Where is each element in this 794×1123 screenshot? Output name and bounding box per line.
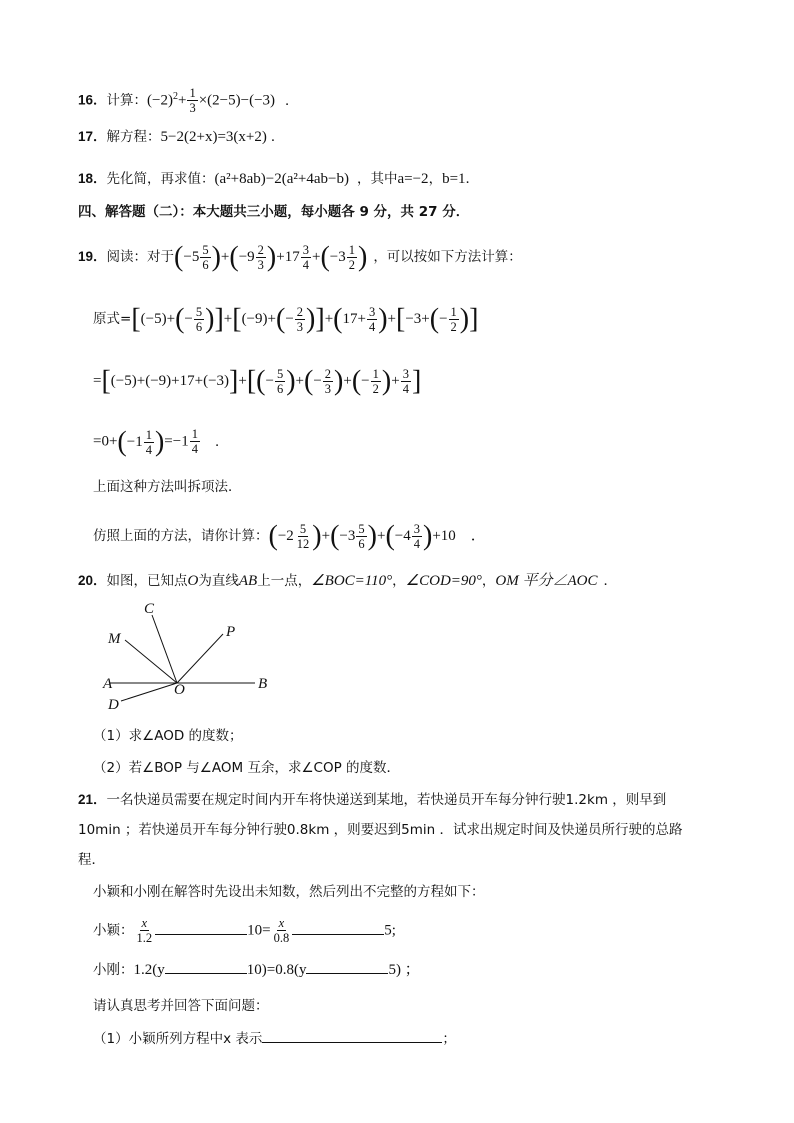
q19-regroup-expr: =[(−5)+(−9)+17+(−3)]+[(− $\frac{5}{6}$ )+(− $\frac{2}{3}$ )+(− $\frac{1}{2}$ )+ $\frac{3}{4}$ ] <box>93 365 422 397</box>
q20-number: 20． <box>78 573 107 588</box>
q19-result-line: =0+(−1 $\frac{1}{4}$ )=−1 $\frac{1}{4}$ ． <box>93 426 229 458</box>
q19-method-text: 上面这种方法叫拆项法． <box>93 479 242 495</box>
ray-od <box>121 683 177 701</box>
q20-angle2: ∠COD=90° <box>405 573 482 589</box>
q16-label: 计算： <box>106 92 148 109</box>
q19-result-mid: (−1 $\frac{1}{4}$ ) <box>117 426 165 458</box>
q19-result-b: =−1 <box>164 433 189 450</box>
q20-text-d: OM 平分∠AOC <box>495 573 598 589</box>
q16-number: 16． <box>78 92 107 108</box>
q20-line-ab: AB <box>238 573 258 589</box>
q16-end: ． <box>285 92 299 109</box>
q19-intro-expr: (−5 $\frac{5}{6}$ )+(−9 $\frac{2}{3}$ )+17 $\frac{3}{4}$ +(−3 $\frac{1}{2}$ ) <box>174 241 368 273</box>
q21-sub1-line <box>93 1028 456 1049</box>
q17-label: 解方程： <box>106 129 161 145</box>
q19-result-frac: $\frac{1}{4}$ <box>191 427 198 456</box>
q16-expr-b: ×(2−5)−(−3) <box>198 92 276 109</box>
q18-cond-sep: ， <box>428 171 443 187</box>
label-d: D <box>108 697 119 713</box>
q19-task-tail: +10 ． <box>432 527 486 544</box>
q16-line <box>78 86 299 115</box>
q19-original-line <box>93 305 478 334</box>
q19-intro-line <box>78 243 522 272</box>
xg-blank-1[interactable] <box>165 959 247 974</box>
q21-number: 21． <box>78 792 107 807</box>
q20-end: ． <box>603 573 617 589</box>
q19-result-a: =0+ <box>93 433 118 450</box>
q18-cond-a: a=−2 <box>397 171 429 187</box>
q20-point-o: O <box>187 573 199 589</box>
label-b: B <box>258 676 268 692</box>
q16-exponent: 2 <box>172 91 178 102</box>
q18-cond-b: b=1 <box>442 171 466 187</box>
q21-line5: 请认真思考并回答下面问题： <box>93 998 269 1014</box>
xy-frac1: $\frac{x}{1.2}$ <box>136 916 153 945</box>
label-a: A <box>103 676 113 692</box>
q21-line4: 小颖和小刚在解答时先设出未知数，然后列出不完整的方程如下： <box>93 884 485 900</box>
q18-cond-pre: ，其中 <box>356 171 398 187</box>
xg-blank-2[interactable] <box>306 959 388 974</box>
q16-expr-a: (−2) <box>147 92 173 109</box>
q19-number: 19． <box>78 248 107 264</box>
q17-line <box>78 127 284 147</box>
q20-geometry-figure <box>95 597 285 719</box>
q19-intro-tail: ，可以按如下方法计算： <box>373 248 522 265</box>
q18-end: ． <box>465 171 480 187</box>
q20-text-b: 为直线 <box>198 573 239 589</box>
xy-mid: 10= <box>247 922 271 939</box>
q20-text-a: 如图，已知点 <box>106 573 188 589</box>
xy-blank-1[interactable] <box>155 920 247 935</box>
xg-b: 10)=0.8(y <box>246 962 307 978</box>
q20-angle1: ∠BOC=110° <box>311 573 393 589</box>
q20-sep1: ， <box>392 573 406 589</box>
label-c: C <box>144 601 155 617</box>
xy-end: 5; <box>384 922 396 939</box>
q17-number: 17． <box>78 129 107 144</box>
section4-heading: 四、解答题（二）：本大题共三小题，每小题各 9 分，共 27 分． <box>78 204 470 220</box>
q21-line3: 程． <box>78 852 105 868</box>
q17-end: ． <box>270 129 285 145</box>
q21-xiaogang-line <box>93 959 420 980</box>
q19-regroup-line <box>93 367 421 396</box>
q21-sub1-blank[interactable] <box>262 1028 442 1043</box>
xiaoying-label: 小颖： <box>93 922 134 939</box>
q16-plus: + <box>177 92 187 109</box>
label-p: P <box>226 624 236 640</box>
q19-task-expr: (−2 $\frac{5}{12}$ )+(−3 $\frac{5}{6}$ )+(−4 $\frac{3}{4}$ ) <box>268 520 433 552</box>
q18-line <box>78 169 479 189</box>
q21-xiaoying-line <box>93 916 396 945</box>
q21-text-1: 一名快递员需要在规定时间内开车将快递送到某地，若快递员开车每分钟行驶1.2km ，则早到 <box>106 792 667 808</box>
q21-line2: 10min ；若快递员开车每分钟行驶0.8km ，则要迟到5min ．试求出规定时间及快递员所行驶的总路 <box>78 822 683 838</box>
q16-fraction: $\frac{1}{3}$ <box>189 86 196 115</box>
q20-sub1: （1）求∠AOD 的度数； <box>93 728 243 744</box>
q18-number: 18． <box>78 171 107 186</box>
q19-orig-expr: [(−5)+(− $\frac{5}{6}$ )]+[(−9)+(− $\frac{2}{3}$ )]+(17+ $\frac{3}{4}$ )+[−3+(− $\frac{1}{2}$ )] <box>131 303 479 335</box>
q20-sep2: ， <box>481 573 496 589</box>
xg-a: 1.2(y <box>133 962 165 978</box>
q17-expr: 5−2(2+x)=3(x+2) <box>160 129 267 145</box>
q19-task-line <box>93 522 486 551</box>
q18-label: 先化简，再求值： <box>106 171 215 187</box>
label-o: O <box>174 682 185 698</box>
q19-intro: 阅读：对于 <box>106 248 175 265</box>
xiaogang-label: 小刚： <box>93 962 134 978</box>
label-m: M <box>108 631 121 647</box>
q20-sub2: （2）若∠BOP 与∠AOM 互余，求∠COP 的度数． <box>93 760 401 776</box>
xg-c: 5) ； <box>388 962 420 978</box>
q18-expr: (a²+8ab)−2(a²+4ab−b) <box>214 171 349 187</box>
xy-frac2: $\frac{x}{0.8}$ <box>273 916 290 945</box>
q21-sub1-end: ； <box>442 1031 456 1047</box>
q20-line <box>78 571 617 591</box>
xy-blank-2[interactable] <box>292 920 384 935</box>
q20-text-c: 上一点， <box>257 573 312 589</box>
q19-task-text: 仿照上面的方法，请你计算： <box>93 527 269 544</box>
q21-sub1: （1）小颖所列方程中x 表示 <box>93 1031 263 1047</box>
ray-op <box>177 634 223 683</box>
q21-line1 <box>78 790 666 810</box>
q19-orig-label: 原式= <box>93 310 132 327</box>
